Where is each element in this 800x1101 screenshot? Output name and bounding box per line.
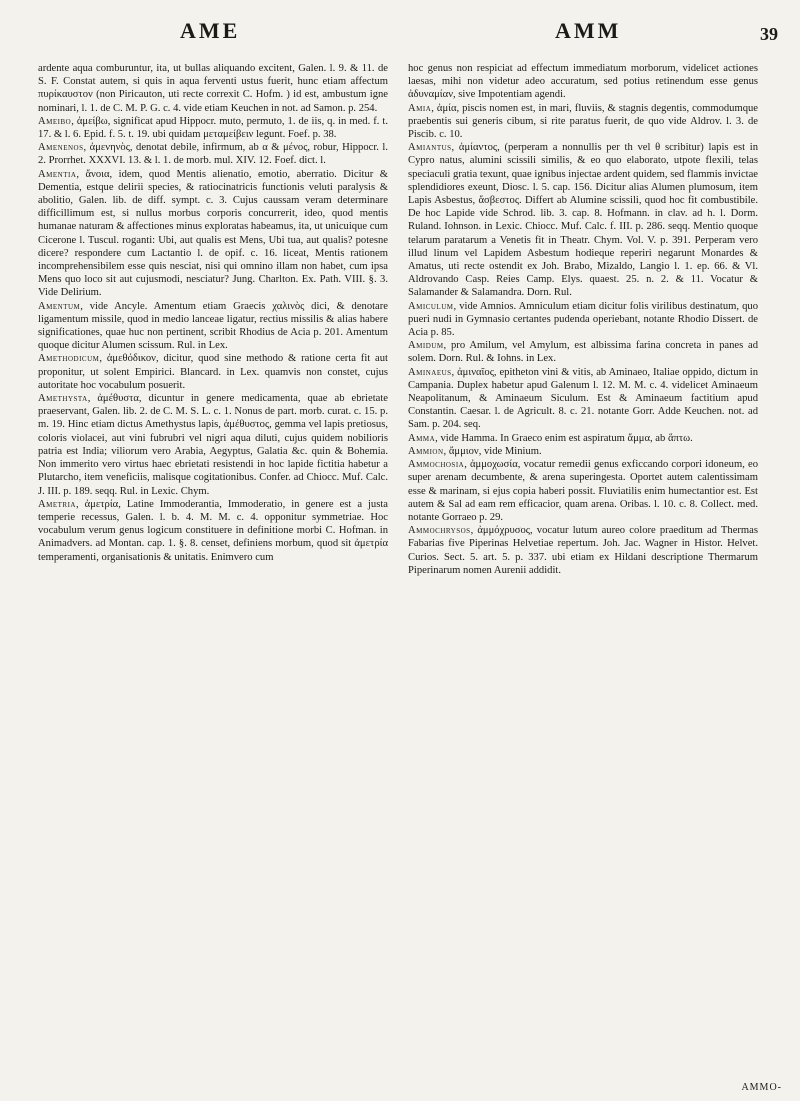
- entry-text: , ἀμμόχρυσος, vocatur lutum aureo colore praeditum ad Thermas Fabarias five Piperinas Helvetiae repertum. Joh. Jac. Wagner in Histor. Helvet. Curios. Sect. 5. art. 5. p. 337. ubi etiam ex Hildani descriptione Thermarum Piperinarum nomen Aurenii addidit.: [408, 525, 758, 576]
- entry-headword: Amentum: [38, 300, 81, 312]
- entry-headword: Ammion: [408, 445, 444, 457]
- entry-text: , ἀμίαντος, (perperam a nonnullis per th vel θ scribitur) lapis est in Cypro natus, alumini scissili similis, & eo quo elaborato, utpote flexili, telas speciaculi gratia texunt, quae ignibus injectae ardent quidem, sed flammis invictae splendidiores exeunt, Diosc. l. 5. cap. 156. Dicitur alias Alumen plumosum, item Lapis Asbestus, ἄσβεστος. Differt ab Alumine scissili, quod hoc fit combustibile. De hoc Lapide vide Schrod. lib. 3. cap. 8. Hofmann. in clav. ad h. l. Dorm. Ruland. Iohnson. in Lexic. Chiocc. Muf. Calc. f. III. p. 286. seqq. Mentio quoque telarum paratarum a Venetis fit in Theatr. Chym. Vol. V. p. 391. Perperam vero illud linum vel Lapidem Asbestum hodieque reperiri negarunt Monardes & Amatus, uti recte ostendit ex Joh. Brabo, Mizaldo, Langio l. 1. ep. 66. & Vl. Aldrovando Casp. Reies Camp. Elys. quaest. 25. n. 2. & 11. Vocatur & Salamander & Salamandra. Dorn. Rul.: [408, 142, 758, 299]
- entry-text: , vide Hamma. In Graeco enim est aspiratum ἅμμα, ab ἅπτω.: [435, 432, 693, 444]
- entry-text: , ἀμετρία, Latine Immoderantia, Immoderatio, in genere est a justa temperie recessus, Galen. l. b. 4. M. M. c. 4. opponitur symmetriae. Hoc vocabulum verum genus logicum constituere in definitione morbi C. Hofman. in Animadvers. ad Montan. cap. 1. §. 8. censet, definiens morbum, quod sit ἀμετρία temperamenti, organisationis & unitatis. Enimvero cum: [38, 498, 388, 563]
- entry-headword: Amma: [408, 432, 436, 444]
- dictionary-entry: [38, 352, 388, 392]
- entry-text: , ἀμέθυστα, dicuntur in genere medicamenta, quae ab ebrietate praeservant, Galen. lib. 2. de C. M. S. L. c. 1. Nonus de part. morb. curat. c. 15. p. m. 19. Hinc etiam dictus Amethystus lapis, ἀμέθυστος, gemma vel lapis pretiosus, coloris violacei, aut vini fubrubri vel nigri aqua diluti, cujus quidem nobilioris patria est India; viliorum vero Arabia, Aegyptus, Galatia &c. quin & Bohemia. Non immerito vero virtus haec ebrietati resistendi in hoc lapide fictitia habetur a Plutarcho, item veneficiis, malisque cogitationibus. Confer. ad Chiocc. Muf. Calc. J. III. p. 189. seqq. Rul. in Lexic. Chym.: [38, 393, 388, 497]
- page-number: 39: [760, 24, 778, 44]
- dictionary-entry: [408, 445, 758, 458]
- entry-headword: Amethysta: [38, 393, 88, 405]
- entry-text: , pro Amilum, vel Amylum, est albissima farina concreta in panes ad solem. Dorn. Rul. & Iohns. in Lex.: [408, 340, 758, 365]
- dictionary-entry: [408, 524, 758, 577]
- entry-headword: Amentia: [38, 168, 77, 180]
- dictionary-entry: [408, 339, 758, 365]
- entry-text: , ἀμεθόδικον, dicitur, quod sine methodo & ratione certa fit aut proponitur, ut solent Empirici. Blancard. in Lex. quamvis non constet, cujus autoritate hoc vocabulum posuerit.: [38, 353, 388, 391]
- entry-text: , vide Amnios. Amniculum etiam dicitur folis virilibus destinatum, quo pueri nudi in Gymnasio certantes pudenda operiebant, notante Rhodio Dissert. de Acia p. 85.: [408, 300, 758, 339]
- dictionary-entry: [408, 300, 758, 340]
- entry-text: , ἄνοια, idem, quod Mentis alienatio, emotio, aberratio. Dicitur & Dementia, estque delirii species, & ratiocinatricis functionis veluti paralysis & abolitio, Galen. lib. de diff. sympt. c. 3. Cujus caussam veram determinare difficillimum est, si nullus morbus corporis concurrerit, ideo, quod mentis humanae naturam & affectiones minus exploratas habeamus, ita, ut unicuique cum Cicerone l. Tuscul. roganti: Ubi, aut qualis est Mens, Ubi tua, aut qualis? potesne dicere? respondere cum Lactantio l. de opif. c. 16. liceat, Mentis rationem incomprehensibilem esse quis nesciat, nisi qui omnino illam non habet, cum ipsa Mens quo loco sit aut cujusmodi, nesciatur? Jung. Charlton. Ex. Path. VIII. §. 3. Vide Delirium.: [38, 168, 388, 299]
- entry-text: , vide Ancyle. Amentum etiam Graecis χαλινὸς dici, & denotare ligamentum missile, quod in medio lanceae ligatur, rectius missilis & alias habere significationes, quae huc non pertinent, scribit Rhodius de Acia p. 201. Amentum quoque dicitur Alumen scissum. Rul. in Lex.: [38, 300, 388, 352]
- entry-headword: Ammochosia: [408, 459, 465, 471]
- entry-text: ardente aqua comburuntur, ita, ut bullas aliquando excitent, Galen. l. 9. & 11. de S. F. Constat autem, si quis in aqua ferventi ustus fuerit, hunc etiam affectum πυρίκαυστον (non Piricauton, uti recte correxit C. Hofm. ) id est, ambustum igne nominari, l. 1. de C. M. P. G. c. 4. vide etiam Keuchen in not. ad Samon. p. 254.: [38, 63, 388, 114]
- entry-headword: Amethodicum: [38, 353, 100, 365]
- entry-headword: Amenenos: [38, 142, 84, 154]
- entry-headword: Amiantus: [408, 142, 452, 154]
- catchword: AMMO-: [741, 1082, 782, 1093]
- dictionary-entry: [38, 168, 388, 300]
- dictionary-entry: [408, 458, 758, 524]
- entry-text: , ἀμενηνὸς, denotat debile, infirmum, ab α & μένος, robur, Hippocr. l. 2. Prorrhet. XXXVI. 13. & l. 1. de morb. mul. XIV. 12. Foef. dict. l.: [38, 142, 388, 167]
- entry-text: , ἄμμιον, vide Minium.: [443, 445, 542, 457]
- entry-headword: Ametria: [38, 498, 76, 510]
- left-column: [38, 62, 388, 1092]
- entry-text: , ἀμιναῖος, epitheton vini & vitis, ab Aminaeo, Italiae oppido, dictum in Campania. Duplex habetur apud Galenum l. 12. M. M. c. 4. videlicet Aminaeum Neapolitanum, & Aminaeum Siculum. Est & Aminaeum factitium apud Constantin. Caesar. l. de Agricult. 8. c. 21. notante Gorr. Adde Keuchen. not. ad Sam. p. 204. seq.: [408, 366, 758, 431]
- entry-text: , ἀμείβω, significat apud Hippocr. muto, permuto, 1. de iis, q. in med. f. t. 17. & l. 6. Epid. f. 5. t. 19. ubi quidam μεταμείβειν legunt. Foef. p. 38.: [38, 115, 388, 141]
- entry-headword: Amidum: [408, 340, 444, 352]
- dictionary-entry: [38, 115, 388, 141]
- entry-text: hoc genus non respiciat ad effectum immediatum morborum, videlicet actiones laesas, mihi non videtur adeo accuratum, sed potius retinendum esse genus ἀδυναμίαν, sive Impotentiam agendi.: [408, 63, 758, 101]
- running-header-left: AME: [180, 18, 241, 43]
- dictionary-entry: [38, 498, 388, 564]
- right-column: [408, 62, 758, 1092]
- entry-headword: Aminaeus: [408, 366, 452, 378]
- dictionary-entry: [408, 141, 758, 299]
- dictionary-entry: [408, 62, 758, 102]
- dictionary-entry: [38, 62, 388, 115]
- entry-headword: Ammochrysos: [408, 525, 471, 537]
- dictionary-entry: [408, 432, 758, 445]
- entry-headword: Ameibo: [38, 115, 72, 127]
- dictionary-entry: [38, 300, 388, 353]
- entry-headword: Amiculum: [408, 300, 454, 312]
- dictionary-entry: [38, 392, 388, 498]
- entry-text: , ἀμία, piscis nomen est, in mari, fluviis, & stagnis degentis, commodumque praebentis sui generis cibum, si rite paratus fuerit, de quo vide Aldrov. l. 3. de Piscib. c. 10.: [408, 102, 758, 141]
- entry-text: , ἀμμοχωσία, vocatur remedii genus exficcando corpori idoneum, eo super arenam decumbente, & arena superingesta. Oportet autem calentissimam esse & marinam, si ejus copia haberi possit. Fluviatilis enim humectantior est. Est autem & Sal ad eam rem efficacior, quam arena. Oribas. l. 10. c. 8. Collect. med. notante Gorraeo p. 29.: [408, 459, 758, 523]
- dictionary-entry: [38, 141, 388, 167]
- dictionary-entry: [408, 102, 758, 142]
- entry-headword: Amia: [408, 102, 432, 114]
- running-header-right: AMM: [555, 18, 622, 43]
- dictionary-entry: [408, 366, 758, 432]
